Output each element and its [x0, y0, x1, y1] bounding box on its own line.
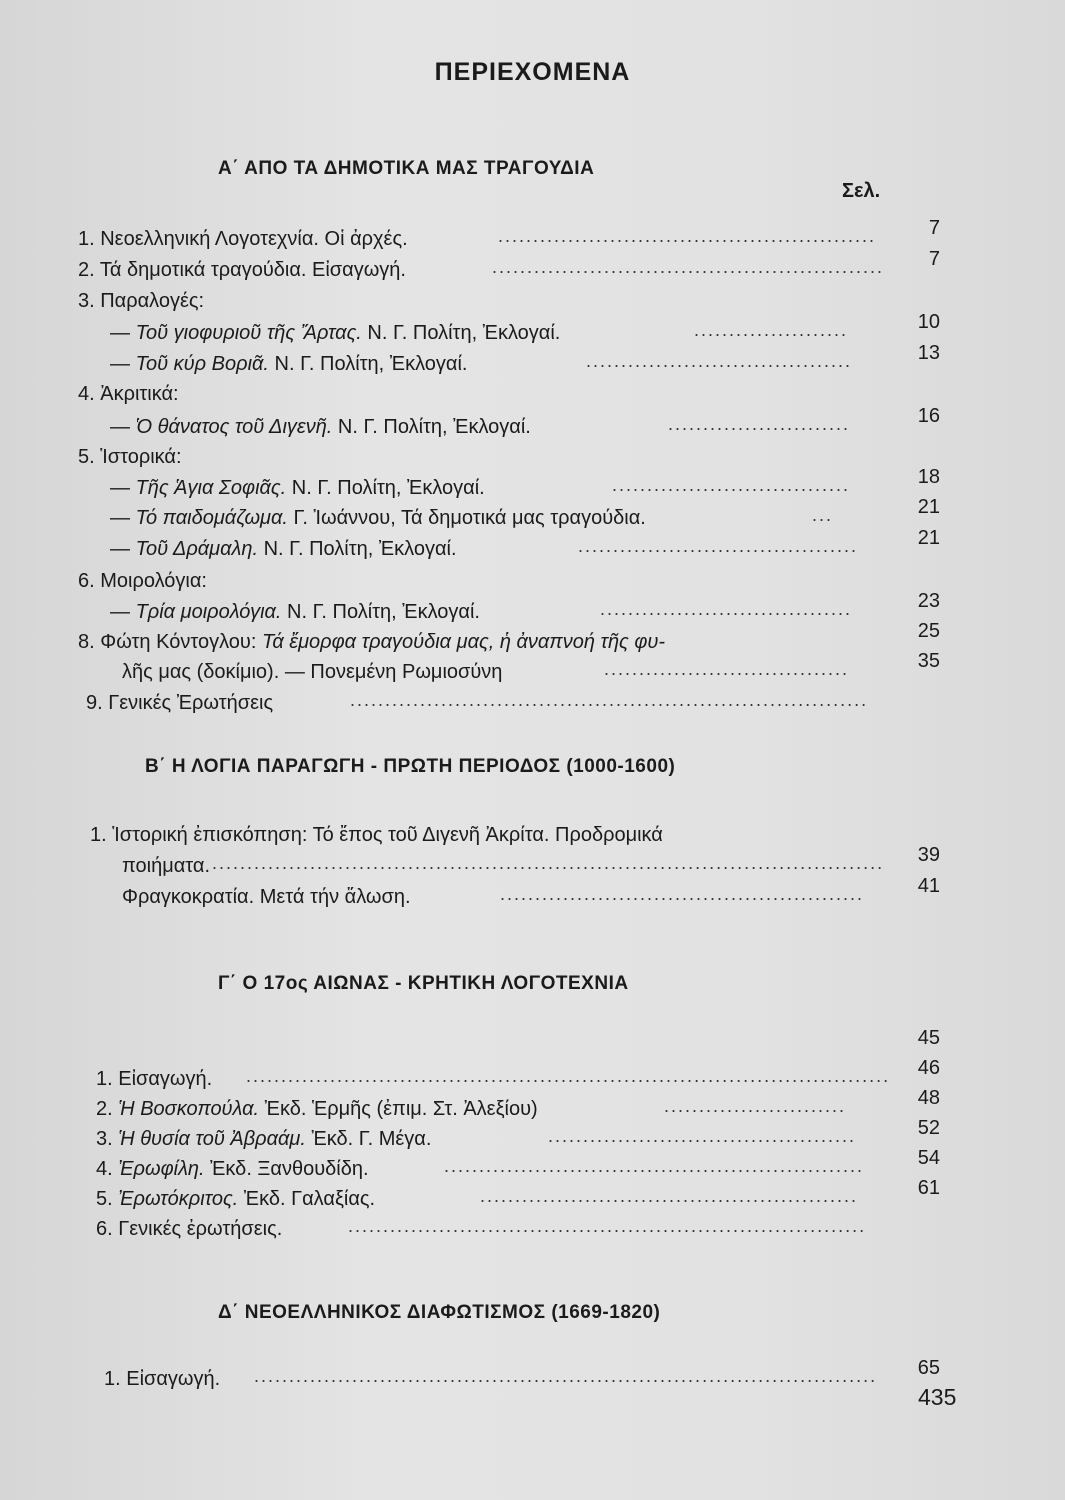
toc-entry: 3. Ἡ θυσία τοῦ Ἀβραάμ. Ἐκδ. Γ. Μέγα. ............................................ 52 — [96, 1117, 940, 1150]
toc-entry: 2. Ἡ Βοσκοπούλα. Ἐκδ. Ἑρμῆς (ἐπιμ. Στ. Ἀλεξίου) .......................... 48 — [96, 1087, 940, 1120]
page-title: ΠΕΡΙΕΧΟΜΕΝΑ — [434, 58, 631, 86]
toc-entry: λῆς μας (δοκίμιο). — Πονεμένη Ρωμιοσύνη ................................... 35 — [122, 650, 940, 683]
toc-entry: — Τοῦ Δράμαλη. Ν. Γ. Πολίτη, Ἐκλογαί. ........................................ 21 — [110, 527, 940, 560]
section-heading-b: Β΄ Η ΛΟΓΙΑ ΠΑΡΑΓΩΓΗ - ΠΡΩΤΗ ΠΕΡΙΟΔΟΣ (1000-1600) — [145, 756, 676, 777]
section-heading-a: Α΄ ΑΠΟ ΤΑ ΔΗΜΟΤΙΚΑ ΜΑΣ ΤΡΑΓΟΥΔΙΑ — [218, 158, 595, 179]
toc-entry: 5. Ἱστορικά: — [78, 446, 182, 468]
toc-entry: — Τρία μοιρολόγια. Ν. Γ. Πολίτη, Ἐκλογαί. .................................... 23 — [110, 590, 940, 623]
toc-entry: Φραγκοκρατία. Μετά τήν ἅλωση. .................................................... 41 — [122, 875, 940, 908]
toc-entry: 1. Εἰσαγωγή. ............................................................................................ 46 — [96, 1057, 940, 1090]
toc-entry: 1. Ἱστορική ἐπισκόπηση: Τό ἔπος τοῦ Διγενῆ Ἀκρίτα. Προδρομικά — [90, 824, 663, 846]
toc-entry: 6. Μοιρολόγια: — [78, 570, 207, 592]
toc-entry: 1. Νεοελληνική Λογοτεχνία. Οἱ ἀρχές. ...................................................... 7 — [78, 217, 940, 250]
toc-entry: 8. Φώτη Κόντογλου: Τά ἔμορφα τραγούδια μας, ἡ ἀναπνοή τῆς φυ- 25 — [78, 620, 940, 653]
page-column-label: Σελ. — [842, 180, 881, 202]
toc-entry: — Τοῦ κύρ Βοριᾶ. Ν. Γ. Πολίτη, Ἐκλογαί. ...................................... 13 — [110, 342, 940, 375]
toc-entry: 6. Γενικές ἐρωτήσεις. .......................................................................... — [96, 1216, 867, 1240]
toc-entry: 9. Γενικές Ἐρωτήσεις .......................................................................... — [86, 690, 869, 714]
toc-entry: — Ὁ θάνατος τοῦ Διγενῆ. Ν. Γ. Πολίτη, Ἐκλογαί. .......................... 16 — [110, 405, 940, 438]
toc-entry: 3. Παραλογές: — [78, 290, 205, 312]
toc-entry: 1. Εἰσαγωγή. ......................................................................................... 65 — [104, 1357, 940, 1390]
toc-entry: ποιήματα. ................................................................................................ 39 — [122, 844, 940, 877]
toc-entry: 5. Ἐρωτόκριτος. Ἐκδ. Γαλαξίας. ...................................................... 61 — [96, 1177, 940, 1210]
section-heading-d: Δ΄ ΝΕΟΕΛΛΗΝΙΚΟΣ ΔΙΑΦΩΤΙΣΜΟΣ (1669-1820) — [218, 1302, 661, 1323]
toc-entry: — Τοῦ γιοφυριοῦ τῆς Ἄρτας. Ν. Γ. Πολίτη, Ἐκλογαί. ...................... 10 — [110, 311, 940, 344]
toc-entry: — Τό παιδομάζωμα. Γ. Ἰωάννου, Τά δημοτικά μας τραγούδια. ... 21 — [110, 496, 940, 529]
toc-entry: 4. Ἐρωφίλη. Ἐκδ. Ξανθουδίδη. ............................................................ 54 — [96, 1147, 940, 1180]
page-number: 435 — [918, 1384, 957, 1410]
toc-entry: 4. Ἀκριτικά: — [78, 383, 179, 405]
toc-entry: — Τῆς Ἁγια Σοφιᾶς. Ν. Γ. Πολίτη, Ἐκλογαί. .................................. 18 — [110, 466, 940, 499]
section-heading-c: Γ΄ Ο 17ος ΑΙΩΝΑΣ - ΚΡΗΤΙΚΗ ΛΟΓΟΤΕΧΝΙΑ — [218, 973, 629, 994]
toc-entry: 45 — [917, 1027, 940, 1049]
toc-entry: 2. Τά δημοτικά τραγούδια. Εἰσαγωγή. ........................................................ 7 — [78, 248, 940, 281]
